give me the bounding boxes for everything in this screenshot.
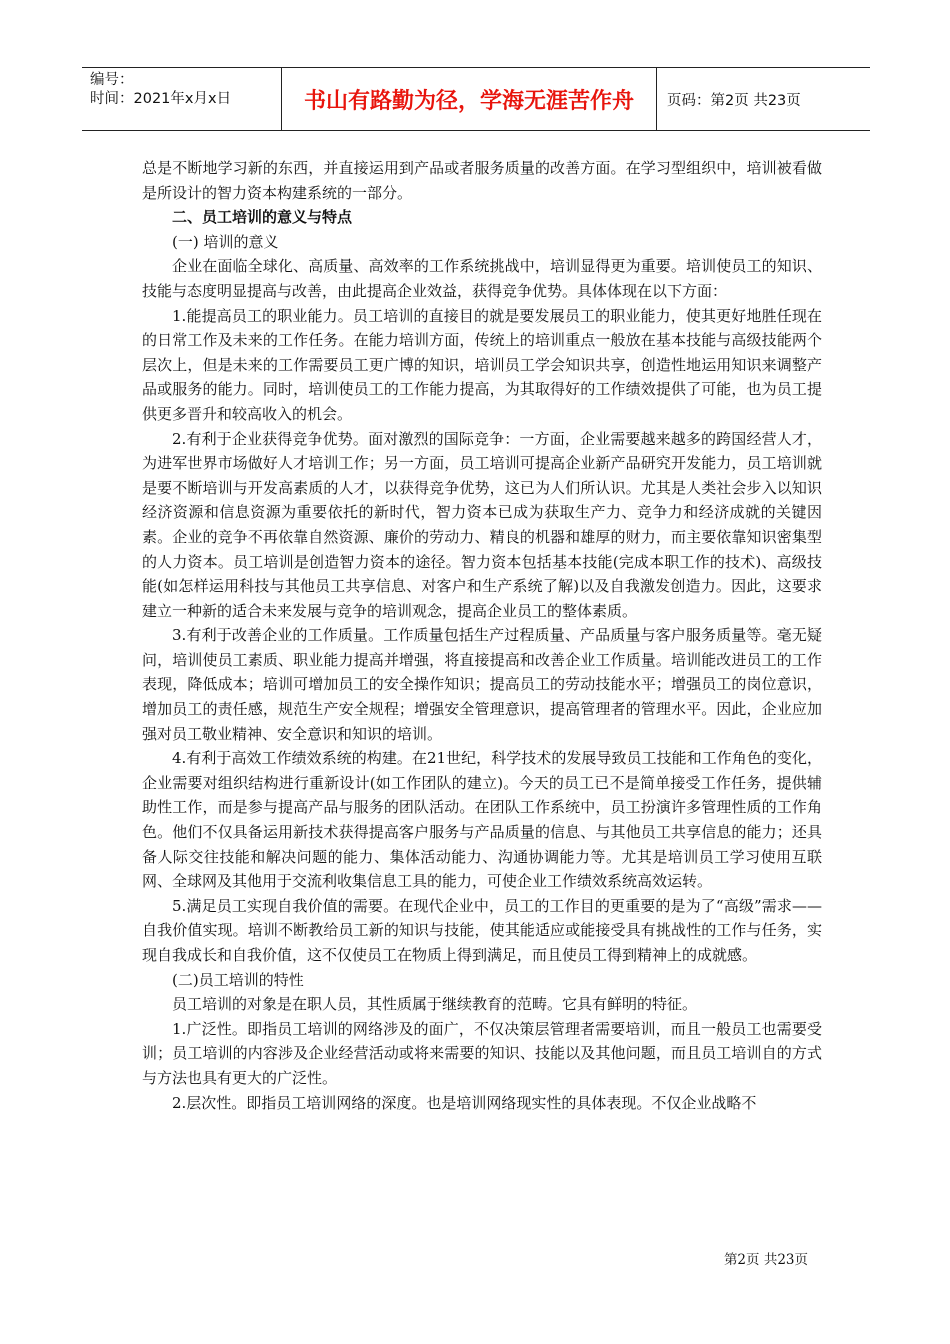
page-header [82,67,870,131]
paragraph: (一) 培训的意义 [172,232,279,251]
paragraph: 员工培训的对象是在职人员，其性质属于继续教育的范畴。它具有鲜明的特征。 [172,995,698,1014]
paragraph: 1.能提高员工的职业能力。员工培训的直接目的就是要发展员工的职业能力，使其更好地胜任现在的日常工作及未来的工作任务。在能力培训方面，传统上的培训重点一般放在基本技能与高级技能两个层次上，但是未来的工作需要员工更广博的知识，培训员工学会知识共享，创造性地运用知识来调整产品或服务的能力。同时，培训使员工的工作能力提高，为其取得好的工作绩效提供了可能，也为员工提供更多晋升和较高收入的机会。 [142,306,822,423]
paragraph: 总是不断地学习新的东西，并直接运用到产品或者服务质量的改善方面。在学习型组织中，培训被看做是所设计的智力资本构建系统的一部分。 [142,159,822,202]
document-number-label: 编号： [90,72,134,88]
document-date: 时间：2021年x月x日 [90,91,232,107]
paragraph: 2.层次性。即指员工培训网络的深度。也是培训网络现实性的具体表现。不仅企业战略不 [172,1093,757,1112]
paragraph: 5.满足员工实现自我价值的需要。在现代企业中，员工的工作目的更重要的是为了“高级”需求——自我价值实现。培训不断教给员工新的知识与技能，使其能适应或能接受具有挑战性的工作与任务，实现自我成长和自我价值，这不仅使员工在物质上得到满足，而且使员工得到精神上的成就感。 [142,896,822,964]
paragraph: 企业在面临全球化、高质量、高效率的工作系统挑战中，培训显得更为重要。培训使员工的知识、技能与态度明显提高与改善，由此提高企业效益，获得竞争优势。具体体现在以下方面： [142,257,822,300]
paragraph: 2.有利于企业获得竞争优势。面对激烈的国际竞争：一方面，企业需要越来越多的跨国经营人才，为进军世界市场做好人才培训工作；另一方面，员工培训可提高企业新产品研究开发能力，员工培训就是要不断培训与开发高素质的人才，以获得竞争优势，这已为人们所认识。尤其是人类社会步入以知识经济资源和信息资源为重要依托的新时代，智力资本已成为获取生产力、竞争力和经济成就的关键因素。企业的竞争不再依靠自然资源、廉价的劳动力、精良的机器和雄厚的财力，而主要依靠知识密集型的人力资本。员工培训是创造智力资本的途径。智力资本包括基本技能(完成本职工作的技术)、高级技能(如怎样运用科技与其他员工共享信息、对客户和生产系统了解)以及自我激发创造力。因此，这要求建立一种新的适合未来发展与竞争的培训观念，提高企业员工的整体素质。 [142,429,822,620]
header-motto: 书山有路勤为径，学海无涯苦作舟 [282,68,657,130]
paragraph: (二)员工培训的特性 [172,970,304,989]
paragraph: 3.有利于改善企业的工作质量。工作质量包括生产过程质量、产品质量与客户服务质量等。毫无疑问，培训使员工素质、职业能力提高并增强，将直接提高和改善企业工作质量。培训能改进员工的工作表现，降低成本；培训可增加员工的安全操作知识；提高员工的劳动技能水平；增强员工的岗位意识，增加员工的责任感，规范生产安全规程；增强安全管理意识，提高管理者的管理水平。因此，企业应加强对员工敬业精神、安全意识和知识的培训。 [142,626,822,743]
paragraph: 4.有利于高效工作绩效系统的构建。在21世纪，科学技术的发展导致员工技能和工作角色的变化，企业需要对组织结构进行重新设计(如工作团队的建立)。今天的员工已不是简单接受工作任务，提供辅助性工作，而是参与提高产品与服务的团队活动。在团队工作系统中，员工扮演许多管理性质的工作角色。他们不仅具备运用新技术获得提高客户服务与产品质量的信息、与其他员工共享信息的能力；还具备人际交往技能和解决问题的能力、集体活动能力、沟通协调能力等。尤其是培训员工学习使用互联网、全球网及其他用于交流利收集信息工具的能力，可使企业工作绩效系统高效运转。 [142,749,822,891]
header-page-number: 页码：第2页 共23页 [667,92,801,109]
section-heading: 二、员工培训的意义与特点 [172,208,353,227]
header-meta [82,68,282,130]
document-body [142,156,822,1115]
paragraph: 1.广泛性。即指员工培训的网络涉及的面广，不仅决策层管理者需要培训，而且一般员工也需要受训；员工培训的内容涉及企业经营活动或将来需要的知识、技能以及其他问题，而且员工培训自的方式与方法也具有更大的广泛性。 [142,1019,822,1087]
page-footer: 第2页 共23页 [723,1252,808,1268]
